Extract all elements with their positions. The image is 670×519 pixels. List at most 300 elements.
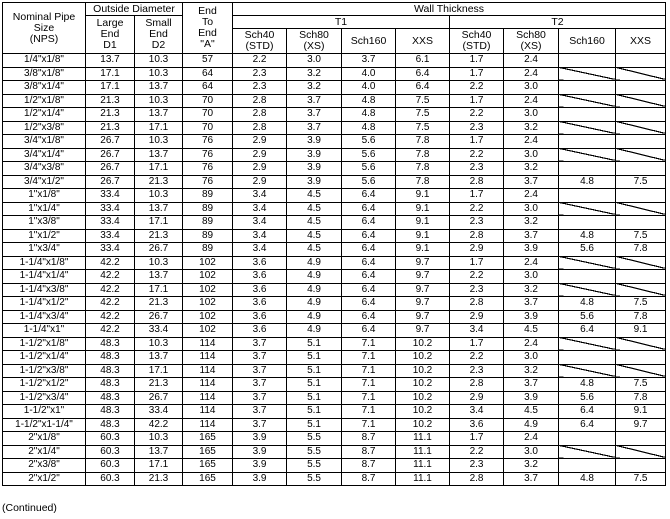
cell-t1-sch160: 7.1 — [342, 391, 396, 405]
header-t1-sch160: Sch160 — [342, 29, 396, 54]
cell-t2-sch80: 4.9 — [504, 418, 559, 432]
cell-nps: 1-1/4"x1/4" — [3, 270, 86, 284]
table-row — [3, 364, 666, 378]
cell-t1-sch160: 5.6 — [342, 175, 396, 189]
cell-t2-sch160: 4.8 — [559, 472, 616, 486]
cell-nps: 1/2"x1/4" — [3, 108, 86, 122]
table-row — [3, 297, 666, 311]
cell-t1-sch40: 2.9 — [233, 148, 287, 162]
header-t2-sch80: Sch80 (XS) — [504, 29, 559, 54]
cell-t2-sch160: 6.4 — [559, 405, 616, 419]
cell-t1-xxs: 10.2 — [396, 337, 450, 351]
table-row — [3, 243, 666, 257]
cell-t1-sch80: 5.1 — [287, 378, 342, 392]
cell-t1-sch80: 4.9 — [287, 310, 342, 324]
cell-t1-sch160: 6.4 — [342, 310, 396, 324]
cell-t1-sch80: 3.9 — [287, 148, 342, 162]
cell-small-end-d2: 13.7 — [135, 81, 183, 95]
cell-nps: 2"x3/8" — [3, 459, 86, 473]
cell-t2-xxs: 9.1 — [616, 324, 666, 338]
cell-t2-sch40: 1.7 — [450, 67, 504, 81]
cell-t1-sch160: 5.6 — [342, 135, 396, 149]
cell-t1-sch80: 3.7 — [287, 108, 342, 122]
cell-t1-sch160: 6.4 — [342, 324, 396, 338]
cell-t1-sch40: 3.4 — [233, 202, 287, 216]
cell-large-end-d1: 42.2 — [86, 283, 135, 297]
cell-t1-sch40: 2.3 — [233, 67, 287, 81]
cell-t2-sch40: 3.6 — [450, 418, 504, 432]
cell-t1-xxs: 10.2 — [396, 405, 450, 419]
cell-t1-sch40: 3.6 — [233, 324, 287, 338]
cell-large-end-d1: 33.4 — [86, 243, 135, 257]
cell-nps: 1"x1/8" — [3, 189, 86, 203]
cell-large-end-d1: 33.4 — [86, 202, 135, 216]
cell-large-end-d1: 60.3 — [86, 432, 135, 446]
cell-end-to-end-a: 102 — [183, 297, 233, 311]
cell-t2-sch40: 1.7 — [450, 337, 504, 351]
cell-nps: 3/4"x1/4" — [3, 148, 86, 162]
cell-t1-xxs: 9.7 — [396, 256, 450, 270]
cell-t2-xxs: 7.5 — [616, 297, 666, 311]
cell-small-end-d2: 21.3 — [135, 297, 183, 311]
header-t1-sch80: Sch80 (XS) — [287, 29, 342, 54]
cell-small-end-d2: 10.3 — [135, 189, 183, 203]
cell-not-applicable — [559, 445, 616, 459]
cell-t2-sch40: 1.7 — [450, 94, 504, 108]
cell-nps: 1-1/4"x3/8" — [3, 283, 86, 297]
cell-small-end-d2: 17.1 — [135, 283, 183, 297]
cell-small-end-d2: 10.3 — [135, 94, 183, 108]
cell-not-applicable — [616, 202, 666, 216]
cell-end-to-end-a: 114 — [183, 364, 233, 378]
cell-not-applicable — [616, 256, 666, 270]
cell-nps: 1/2"x3/8" — [3, 121, 86, 135]
cell-small-end-d2: 10.3 — [135, 256, 183, 270]
cell-t2-sch40: 2.8 — [450, 472, 504, 486]
cell-t2-sch160: 5.6 — [559, 391, 616, 405]
cell-t1-sch160: 8.7 — [342, 445, 396, 459]
cell-t2-sch80: 3.2 — [504, 459, 559, 473]
table-row — [3, 405, 666, 419]
cell-t2-xxs: 7.8 — [616, 310, 666, 324]
cell-t1-xxs: 7.5 — [396, 108, 450, 122]
header-t2-sch160: Sch160 — [559, 29, 616, 54]
cell-end-to-end-a: 89 — [183, 216, 233, 230]
cell-t1-sch160: 3.7 — [342, 54, 396, 68]
cell-t1-xxs: 7.8 — [396, 135, 450, 149]
cell-t1-sch40: 3.9 — [233, 459, 287, 473]
cell-not-applicable — [559, 148, 616, 162]
cell-t1-xxs: 9.1 — [396, 202, 450, 216]
cell-small-end-d2: 13.7 — [135, 108, 183, 122]
header-small-end: Small End D2 — [135, 16, 183, 54]
cell-end-to-end-a: 76 — [183, 135, 233, 149]
cell-t1-xxs: 9.7 — [396, 283, 450, 297]
cell-small-end-d2: 21.3 — [135, 175, 183, 189]
cell-small-end-d2: 17.1 — [135, 216, 183, 230]
cell-t1-xxs: 10.2 — [396, 418, 450, 432]
cell-end-to-end-a: 76 — [183, 148, 233, 162]
cell-nps: 1"x3/8" — [3, 216, 86, 230]
table-row — [3, 378, 666, 392]
cell-not-applicable — [559, 351, 616, 365]
cell-t1-sch40: 3.7 — [233, 364, 287, 378]
cell-t1-sch40: 3.7 — [233, 391, 287, 405]
cell-t1-sch160: 4.0 — [342, 67, 396, 81]
cell-t1-sch160: 7.1 — [342, 418, 396, 432]
cell-t1-sch80: 5.5 — [287, 445, 342, 459]
cell-not-applicable — [616, 216, 666, 230]
cell-t2-xxs: 7.5 — [616, 378, 666, 392]
cell-t1-xxs: 10.2 — [396, 378, 450, 392]
cell-t1-xxs: 7.8 — [396, 175, 450, 189]
cell-t1-sch160: 6.4 — [342, 216, 396, 230]
cell-large-end-d1: 42.2 — [86, 297, 135, 311]
cell-t1-xxs: 11.1 — [396, 459, 450, 473]
cell-end-to-end-a: 70 — [183, 108, 233, 122]
cell-t2-sch80: 3.0 — [504, 148, 559, 162]
cell-t2-xxs: 7.5 — [616, 472, 666, 486]
cell-not-applicable — [559, 94, 616, 108]
cell-not-applicable — [616, 135, 666, 149]
cell-t1-sch40: 3.4 — [233, 229, 287, 243]
cell-small-end-d2: 17.1 — [135, 364, 183, 378]
cell-t2-sch40: 2.8 — [450, 378, 504, 392]
cell-t1-sch160: 7.1 — [342, 337, 396, 351]
table-row — [3, 202, 666, 216]
cell-t1-xxs: 11.1 — [396, 445, 450, 459]
cell-end-to-end-a: 89 — [183, 243, 233, 257]
cell-large-end-d1: 26.7 — [86, 162, 135, 176]
cell-t2-sch40: 2.2 — [450, 202, 504, 216]
cell-large-end-d1: 60.3 — [86, 459, 135, 473]
table-row — [3, 310, 666, 324]
cell-large-end-d1: 13.7 — [86, 54, 135, 68]
cell-t2-sch160: 5.6 — [559, 243, 616, 257]
table-row — [3, 391, 666, 405]
cell-t2-sch40: 2.3 — [450, 162, 504, 176]
cell-not-applicable — [559, 108, 616, 122]
cell-t2-xxs: 9.1 — [616, 405, 666, 419]
table-row — [3, 256, 666, 270]
table-row — [3, 459, 666, 473]
cell-t2-sch80: 3.7 — [504, 297, 559, 311]
cell-not-applicable — [559, 432, 616, 446]
cell-t2-sch40: 2.2 — [450, 81, 504, 95]
cell-t1-sch40: 3.9 — [233, 445, 287, 459]
cell-t2-sch80: 3.7 — [504, 175, 559, 189]
cell-t2-sch40: 2.2 — [450, 108, 504, 122]
cell-end-to-end-a: 102 — [183, 270, 233, 284]
table-body — [3, 54, 666, 486]
header-nps: Nominal Pipe Size (NPS) — [3, 3, 86, 54]
cell-nps: 1-1/2"x3/8" — [3, 364, 86, 378]
cell-t1-sch80: 3.0 — [287, 54, 342, 68]
cell-large-end-d1: 48.3 — [86, 337, 135, 351]
cell-t1-sch40: 2.2 — [233, 54, 287, 68]
cell-t1-sch160: 5.6 — [342, 162, 396, 176]
cell-not-applicable — [616, 283, 666, 297]
cell-small-end-d2: 10.3 — [135, 54, 183, 68]
cell-t2-sch40: 2.3 — [450, 216, 504, 230]
cell-t2-sch40: 2.9 — [450, 310, 504, 324]
table-row — [3, 216, 666, 230]
cell-t1-sch40: 3.4 — [233, 216, 287, 230]
table-header — [3, 3, 666, 54]
cell-large-end-d1: 33.4 — [86, 229, 135, 243]
cell-small-end-d2: 17.1 — [135, 121, 183, 135]
cell-small-end-d2: 10.3 — [135, 432, 183, 446]
cell-t2-sch80: 4.5 — [504, 405, 559, 419]
cell-not-applicable — [616, 81, 666, 95]
table-row — [3, 270, 666, 284]
cell-t2-sch160: 5.6 — [559, 310, 616, 324]
cell-small-end-d2: 21.3 — [135, 472, 183, 486]
cell-t1-sch40: 2.9 — [233, 135, 287, 149]
cell-t1-xxs: 11.1 — [396, 472, 450, 486]
cell-t1-sch40: 3.4 — [233, 243, 287, 257]
table-row — [3, 445, 666, 459]
cell-t1-sch160: 6.4 — [342, 270, 396, 284]
cell-end-to-end-a: 76 — [183, 175, 233, 189]
cell-end-to-end-a: 89 — [183, 189, 233, 203]
cell-small-end-d2: 13.7 — [135, 445, 183, 459]
cell-nps: 1-1/2"x1" — [3, 405, 86, 419]
cell-t1-sch160: 4.8 — [342, 94, 396, 108]
cell-not-applicable — [616, 445, 666, 459]
cell-t1-xxs: 10.2 — [396, 351, 450, 365]
cell-t2-sch80: 3.0 — [504, 270, 559, 284]
table-row — [3, 175, 666, 189]
table-row — [3, 337, 666, 351]
cell-t2-sch80: 2.4 — [504, 189, 559, 203]
cell-t2-sch160: 4.8 — [559, 229, 616, 243]
cell-t2-sch80: 3.9 — [504, 391, 559, 405]
cell-large-end-d1: 26.7 — [86, 148, 135, 162]
cell-small-end-d2: 10.3 — [135, 67, 183, 81]
cell-t1-sch80: 4.5 — [287, 216, 342, 230]
cell-t2-sch40: 2.2 — [450, 445, 504, 459]
cell-small-end-d2: 13.7 — [135, 148, 183, 162]
cell-nps: 1"x1/4" — [3, 202, 86, 216]
cell-nps: 3/4"x3/8" — [3, 162, 86, 176]
cell-large-end-d1: 26.7 — [86, 135, 135, 149]
cell-t1-sch160: 4.0 — [342, 81, 396, 95]
cell-not-applicable — [559, 202, 616, 216]
cell-t1-sch40: 3.7 — [233, 337, 287, 351]
cell-t2-sch160: 4.8 — [559, 297, 616, 311]
cell-end-to-end-a: 102 — [183, 324, 233, 338]
cell-t2-sch40: 2.8 — [450, 297, 504, 311]
cell-small-end-d2: 13.7 — [135, 351, 183, 365]
cell-not-applicable — [616, 337, 666, 351]
header-t2-xxs: XXS — [616, 29, 666, 54]
cell-end-to-end-a: 165 — [183, 432, 233, 446]
cell-large-end-d1: 21.3 — [86, 121, 135, 135]
cell-large-end-d1: 33.4 — [86, 189, 135, 203]
cell-not-applicable — [616, 121, 666, 135]
cell-t1-sch40: 2.3 — [233, 81, 287, 95]
cell-large-end-d1: 48.3 — [86, 364, 135, 378]
cell-t2-sch40: 1.7 — [450, 189, 504, 203]
table-row — [3, 283, 666, 297]
cell-small-end-d2: 26.7 — [135, 310, 183, 324]
cell-not-applicable — [559, 364, 616, 378]
table-row — [3, 135, 666, 149]
table-row — [3, 351, 666, 365]
cell-large-end-d1: 60.3 — [86, 472, 135, 486]
cell-end-to-end-a: 165 — [183, 472, 233, 486]
cell-not-applicable — [616, 162, 666, 176]
cell-t2-sch40: 2.9 — [450, 391, 504, 405]
cell-t1-sch40: 2.8 — [233, 94, 287, 108]
header-end-to-end: End To End "A" — [183, 3, 233, 54]
cell-small-end-d2: 17.1 — [135, 459, 183, 473]
cell-not-applicable — [559, 283, 616, 297]
cell-nps: 1-1/4"x1/8" — [3, 256, 86, 270]
cell-small-end-d2: 26.7 — [135, 243, 183, 257]
cell-end-to-end-a: 114 — [183, 351, 233, 365]
cell-large-end-d1: 48.3 — [86, 391, 135, 405]
header-wall-thickness: Wall Thickness — [233, 3, 666, 16]
cell-t2-sch80: 2.4 — [504, 54, 559, 68]
table-row — [3, 54, 666, 68]
cell-t2-sch40: 2.2 — [450, 148, 504, 162]
cell-end-to-end-a: 102 — [183, 283, 233, 297]
cell-t1-xxs: 9.1 — [396, 189, 450, 203]
cell-t1-sch80: 5.1 — [287, 364, 342, 378]
cell-nps: 2"x1/2" — [3, 472, 86, 486]
cell-t1-sch160: 4.8 — [342, 108, 396, 122]
cell-end-to-end-a: 114 — [183, 337, 233, 351]
cell-t1-xxs: 10.2 — [396, 364, 450, 378]
cell-not-applicable — [559, 189, 616, 203]
cell-t1-sch80: 4.9 — [287, 297, 342, 311]
cell-t2-sch80: 3.2 — [504, 364, 559, 378]
cell-t2-sch80: 3.0 — [504, 81, 559, 95]
cell-nps: 3/8"x1/4" — [3, 81, 86, 95]
cell-t2-sch80: 3.2 — [504, 121, 559, 135]
pipe-dimension-table-container — [2, 2, 665, 486]
cell-t2-sch40: 1.7 — [450, 432, 504, 446]
cell-end-to-end-a: 165 — [183, 459, 233, 473]
cell-t1-xxs: 6.1 — [396, 54, 450, 68]
cell-t1-sch80: 3.9 — [287, 162, 342, 176]
cell-t1-xxs: 9.7 — [396, 270, 450, 284]
cell-t1-sch160: 6.4 — [342, 243, 396, 257]
cell-nps: 1/4"x1/8" — [3, 54, 86, 68]
cell-t1-xxs: 7.5 — [396, 121, 450, 135]
cell-end-to-end-a: 70 — [183, 94, 233, 108]
cell-large-end-d1: 48.3 — [86, 351, 135, 365]
cell-large-end-d1: 21.3 — [86, 94, 135, 108]
cell-t1-sch40: 3.6 — [233, 256, 287, 270]
cell-small-end-d2: 10.3 — [135, 337, 183, 351]
cell-t2-sch40: 2.2 — [450, 351, 504, 365]
cell-not-applicable — [616, 54, 666, 68]
cell-end-to-end-a: 114 — [183, 405, 233, 419]
cell-nps: 3/4"x1/8" — [3, 135, 86, 149]
cell-t1-sch80: 5.5 — [287, 432, 342, 446]
cell-t1-sch40: 3.9 — [233, 472, 287, 486]
cell-t2-sch80: 3.2 — [504, 162, 559, 176]
header-t2-sch40: Sch40 (STD) — [450, 29, 504, 54]
cell-not-applicable — [559, 256, 616, 270]
cell-t1-sch160: 8.7 — [342, 432, 396, 446]
header-t1: T1 — [233, 16, 450, 29]
cell-t2-sch40: 2.9 — [450, 243, 504, 257]
cell-end-to-end-a: 89 — [183, 202, 233, 216]
cell-small-end-d2: 21.3 — [135, 229, 183, 243]
cell-t1-sch40: 2.9 — [233, 162, 287, 176]
cell-nps: 1-1/2"x3/4" — [3, 391, 86, 405]
cell-t1-sch40: 2.8 — [233, 108, 287, 122]
cell-nps: 3/4"x1/2" — [3, 175, 86, 189]
cell-t2-xxs: 7.8 — [616, 391, 666, 405]
cell-small-end-d2: 13.7 — [135, 202, 183, 216]
cell-t2-sch80: 2.4 — [504, 94, 559, 108]
cell-t2-sch40: 1.7 — [450, 135, 504, 149]
cell-t1-sch160: 7.1 — [342, 364, 396, 378]
table-row — [3, 432, 666, 446]
cell-not-applicable — [616, 459, 666, 473]
table-row — [3, 324, 666, 338]
cell-not-applicable — [559, 270, 616, 284]
cell-t1-sch160: 7.1 — [342, 351, 396, 365]
header-t2: T2 — [450, 16, 666, 29]
cell-large-end-d1: 48.3 — [86, 378, 135, 392]
cell-t1-sch80: 5.5 — [287, 459, 342, 473]
cell-large-end-d1: 42.2 — [86, 270, 135, 284]
cell-t1-xxs: 7.5 — [396, 94, 450, 108]
cell-not-applicable — [616, 364, 666, 378]
cell-end-to-end-a: 165 — [183, 445, 233, 459]
cell-large-end-d1: 42.2 — [86, 256, 135, 270]
cell-t2-sch80: 3.0 — [504, 351, 559, 365]
cell-t2-sch40: 2.3 — [450, 283, 504, 297]
cell-t1-sch160: 6.4 — [342, 229, 396, 243]
cell-t2-sch80: 3.7 — [504, 472, 559, 486]
continued-note: (Continued) — [2, 502, 57, 514]
cell-end-to-end-a: 57 — [183, 54, 233, 68]
cell-not-applicable — [616, 189, 666, 203]
cell-t2-sch80: 3.0 — [504, 108, 559, 122]
cell-t2-sch80: 3.2 — [504, 283, 559, 297]
cell-t1-sch80: 5.1 — [287, 337, 342, 351]
cell-t1-sch160: 8.7 — [342, 459, 396, 473]
cell-small-end-d2: 13.7 — [135, 270, 183, 284]
cell-not-applicable — [559, 216, 616, 230]
cell-large-end-d1: 26.7 — [86, 175, 135, 189]
table-row — [3, 148, 666, 162]
cell-t1-sch80: 3.9 — [287, 135, 342, 149]
cell-t1-sch160: 6.4 — [342, 256, 396, 270]
cell-not-applicable — [559, 121, 616, 135]
cell-t1-sch80: 4.9 — [287, 270, 342, 284]
table-row — [3, 418, 666, 432]
cell-t2-xxs: 7.5 — [616, 175, 666, 189]
cell-t1-xxs: 9.7 — [396, 297, 450, 311]
cell-t2-sch80: 3.2 — [504, 216, 559, 230]
cell-small-end-d2: 21.3 — [135, 378, 183, 392]
cell-t2-sch80: 2.4 — [504, 67, 559, 81]
cell-end-to-end-a: 114 — [183, 391, 233, 405]
cell-end-to-end-a: 89 — [183, 229, 233, 243]
cell-t1-sch40: 3.7 — [233, 378, 287, 392]
table-row — [3, 81, 666, 95]
cell-not-applicable — [616, 94, 666, 108]
cell-t1-sch80: 4.5 — [287, 229, 342, 243]
